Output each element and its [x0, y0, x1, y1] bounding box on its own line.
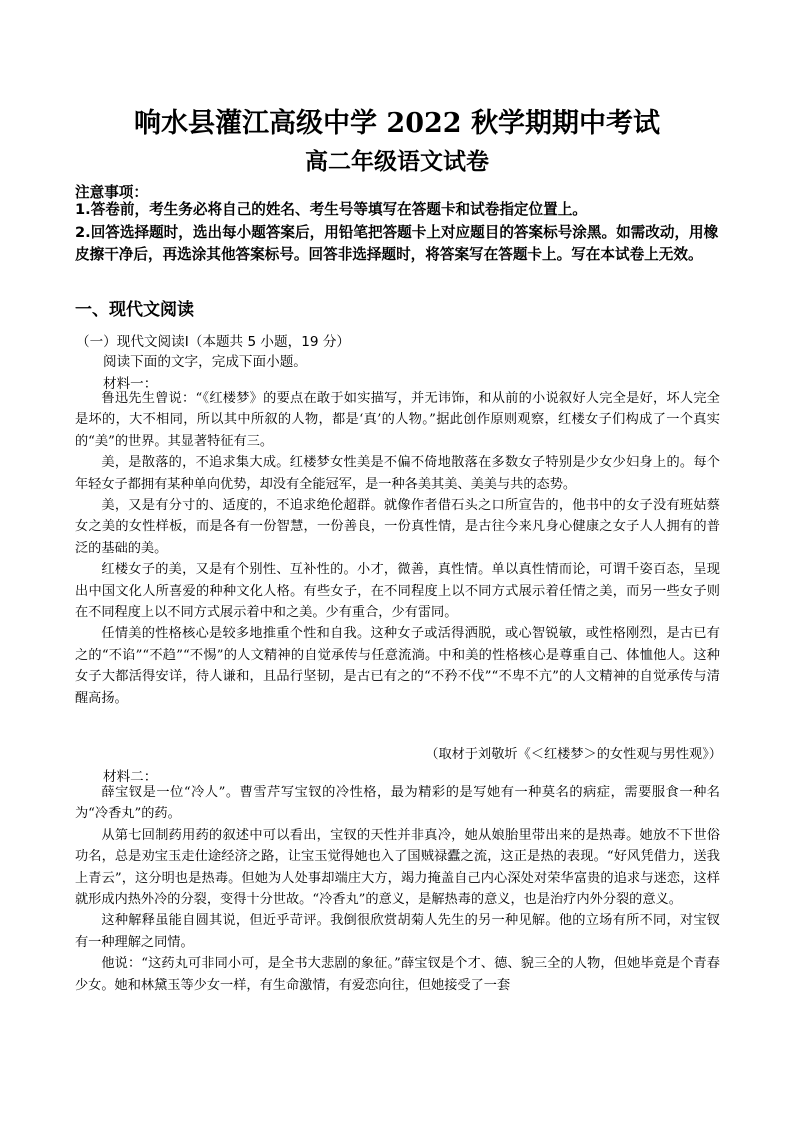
- material-1-paragraph: 美，又是有分寸的、适度的，不追求绝伦超群。就像作者借石头之口所宣告的，他书中的女子没有班姑蔡女之美的女性样板，而是各有一份智慧，一份善良，一份真性情，是古往今来凡身心健康之女子人人拥有的普泛的基础的美。: [75, 498, 720, 556]
- exam-title: 响水县灌江高级中学 2022 秋学期期中考试: [134, 108, 660, 139]
- notice-list: [75, 199, 723, 267]
- material-1-paragraph: 任情美的性格核心是较多地推重个性和自我。这种女子或活得洒脱，或心智锐敏，或性格刚烈，是古已有之的“不谄”“不趋”“不惕”的人文精神的自觉承传与任意流淌。中和美的性格核心是尊重自己、体恤他人。这种女子大都活得安详，待人谦和，且品行坚韧，是古已有之的“不矜不伐”“不卑不亢”的人文精神的自觉承传与清醒高扬。: [75, 626, 720, 706]
- notice-item-1: 1.答卷前，考生务必将自己的姓名、考生号等填写在答题卡和试卷指定位置上。: [75, 201, 587, 218]
- notice-heading: 注意事项：: [75, 184, 148, 201]
- material-1-source: （取材于刘敬圻《＜红楼梦＞的女性观与男性观》）: [425, 747, 722, 762]
- exam-subtitle: 高二年级语文试卷: [305, 148, 489, 175]
- material-1-paragraph: 红楼女子的美，又是有个别性、互补性的。小才，微善，真性情。单以真性情而论，可谓千姿百态，呈现出中国文化人所喜爱的种种文化人格。有些女子，在不同程度上以不同方式展示着任情之美，而另一些女子则在不同程度上以不同方式展示着中和之美。少有重合，少有雷同。: [75, 562, 720, 621]
- material-2-paragraph: 从第七回制药用药的叙述中可以看出，宝钗的天性并非真冷，她从娘胎里带出来的是热毒。她放不下世俗功名，总是劝宝玉走仕途经济之路，让宝玉觉得她也入了国贼禄蠹之流，这正是热的表现。“好风凭借力，送我上青云”，这分明也是热毒。但她为人处事却端庄大方，竭力掩盖自己内心深处对荣华富贵的追求与迷恋，这样就形成内热外冷的分裂，变得十分世故。“冷香丸”的意义，是解热毒的意义，也是治疗内外分裂的意义。: [75, 827, 720, 908]
- material-2-paragraph: 这种解释虽能自圆其说，但近乎苛评。我倒很欣赏胡菊人先生的另一种见解。他的立场有所不同，对宝钗有一种理解之同情。: [75, 913, 720, 950]
- material-2-paragraph: 他说：“这药丸可非同小可，是全书大悲剧的象征。”薛宝钗是个才、德、貌三全的人物，但她毕竟是个青春少女。她和林黛玉等少女一样，有生命激情，有爱恋向往，但她接受了一套: [75, 956, 720, 993]
- material-1-label: 材料一：: [103, 376, 158, 392]
- reading-instruction: 阅读下面的文字，完成下面小题。: [103, 354, 307, 370]
- material-2-paragraph: 薛宝钗是一位“冷人”。曹雪芹写宝钗的冷性格，最为精彩的是写她有一种莫名的病症，需要服食一种名为“冷香丸”的药。: [75, 785, 720, 822]
- section-title: 一、现代文阅读: [75, 300, 194, 320]
- material-2-body: [75, 782, 720, 996]
- material-1-paragraph: 鲁迅先生曾说：“《红楼梦》的要点在敢于如实描写，并无讳饰，和从前的小说叙好人完全是好，坏人完全是坏的，大不相同，所以其中所叙的人物，都是‘真’的人物。”据此创作原则观察，红楼女子们构成了一个真实的“美”的世界。其显著特征有三。: [75, 391, 720, 449]
- material-1-body: [75, 388, 720, 709]
- material-1-paragraph: 美，是散落的，不追求集大成。红楼梦女性美是不偏不倚地散落在多数女子特别是少女少妇身上的。每个年轻女子都拥有某种单向优势，却没有全能冠军，是一种各美其美、美美与共的态势。: [75, 455, 720, 492]
- subsection-title: （一）现代文阅读Ⅰ（本题共 5 小题，19 分）: [76, 334, 351, 350]
- material-2-label: 材料二：: [103, 769, 158, 785]
- notice-item-2: 2.回答选择题时，选出每小题答案后，用铅笔把答题卡上对应题目的答案标号涂黑。如需改动，用橡皮擦干净后，再选涂其他答案标号。回答非选择题时，将答案写在答题卡上。写在本试卷上无效。: [75, 223, 719, 264]
